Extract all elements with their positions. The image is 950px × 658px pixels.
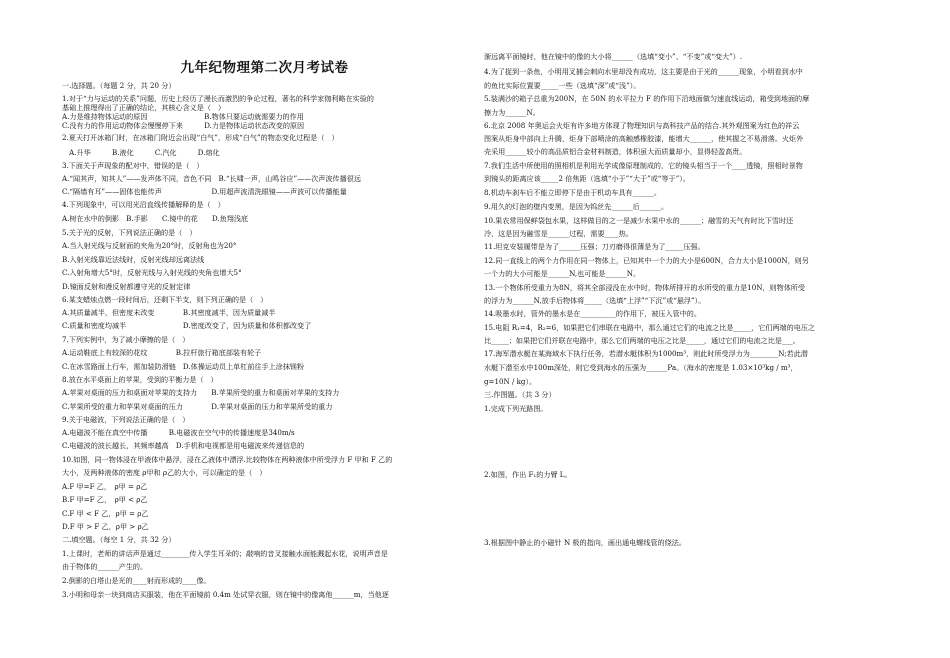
- question-line: 1.上课时，老师的讲话声是通过________传入学生耳朵的；敲响的音叉接触水面能溅起水花，说明声音是: [62, 549, 388, 558]
- question-line: 的鱼比实际位置要_____一些（选填“深”或“浅”）。: [484, 81, 641, 90]
- question-line: 冷，这是因为融雪是______过程，需要____热。: [484, 229, 633, 238]
- option-line: D.镜面反射和漫反射都遵守光的反射定律: [62, 282, 191, 291]
- question-line: 大小，及两种液体的密度 ρ甲和 ρ乙的大小，可以确定的是（ ）: [62, 468, 267, 477]
- question-line: 9.关于电磁波，下列说法正确的是（ ）: [62, 415, 190, 424]
- option-line: C.苹果所受的重力和苹果对桌面的压力 D.苹果对桌面的压力和苹果所受的重力: [62, 402, 333, 411]
- question-line: 6.某支蜡烛点燃一段时间后，还剩下半支，则下列正确的是（ ）: [62, 295, 268, 304]
- option-line: A.电磁波不能在真空中传播 B.电磁波在空气中的传播速度是340m/s: [62, 428, 295, 437]
- section-heading: 一.选择题。（每题 2 分，共 20 分）: [62, 81, 176, 90]
- section-heading: 二.填空题。（每空 1 分，共 32 分）: [62, 535, 176, 544]
- question-line: 2.如图，作出 F₁的力臂 L。: [484, 470, 572, 479]
- option-line: C.没有力的作用运动物体会慢慢停下来 D.力是物体运动状态改变的原因: [62, 121, 305, 130]
- question-line: 5.装满沙的箱子总重为200N，在 50N 的水平拉力 F 的作用下沿地面做匀速直线运动，箱受到地面的摩: [484, 94, 810, 103]
- question-line: 渐远离平面镜时，他在镜中的像的大小将______（选填“变小”、“不变”或“变大”）.: [484, 52, 743, 61]
- question-line: 11.坦克安装履带是为了______压强；刀刃磨得很薄是为了_____压强。: [484, 242, 705, 251]
- question-line: 到镜头的距离应该_____2 倍焦距（选填“小于”“大于”或“等于”）。: [484, 174, 690, 183]
- option-line: C.电磁波的波长越长，其频率越高 D.手机和电视都是用电磁波来传递信息的: [62, 441, 305, 450]
- question-line: 1.完成下列光路图。: [484, 404, 548, 413]
- question-line: 由于物体的______产生的。: [62, 562, 148, 571]
- option-line: C.“隔墙有耳”——固体也能传声 D.用超声波清洗眼镜——声波可以传播能量: [62, 187, 347, 196]
- question-line: 擦力为______N。: [484, 108, 540, 117]
- option-line: A.其质量减半，但密度未改变 B.其密度减半，因为质量减半: [62, 308, 276, 317]
- option-line: A.F 甲=F 乙， ρ甲 = ρ乙: [62, 482, 148, 491]
- option-line: A.升华 B.液化 C.汽化 D.熔化: [62, 148, 220, 157]
- option-line: A.树在水中的倒影 B.手影 C.镜中的花 D.鱼翔浅底: [62, 214, 249, 223]
- question-line: 7.下列实例中，为了减小摩擦的是（ ）: [62, 335, 190, 344]
- question-line: 的浮力为______N,放手后物体将_____（选填“上浮”“下沉”或“悬浮”）。: [484, 296, 706, 305]
- question-line: 一个力的大小可能是______N,也可能是______N。: [484, 269, 641, 278]
- option-line: C.F 甲 < F 乙，ρ甲 = ρ乙: [62, 509, 149, 518]
- section-heading: 三.作图题。（共 3 分）: [484, 390, 556, 399]
- option-line: A.力是维持物体运动的原因 B.物体只要运动就需要力的作用: [62, 112, 304, 121]
- option-line: D.F 甲 > F 乙，ρ甲 > ρ乙: [62, 522, 149, 531]
- option-line: C.在冰雪路面上行车，需加装防滑链 D.体操运动员上单杠前往手上涂抹镁粉: [62, 362, 305, 371]
- question-line: 3.下面关于声现象的配对中，错误的是（ ）: [62, 161, 204, 170]
- question-line: 水艇下潜至水中100m深处，则它受到海水的压强为______Pa。（海水的密度是 1.03×10³kg / m³，: [484, 363, 798, 372]
- question-line: 9.用久的灯泡的壁内变黑，是因为钨丝先______后______。: [484, 202, 669, 211]
- question-line: 7.我们生活中所使用的照相机是利用光学成像原理制成的，它的镜头相当于一个____透镜，照相时景物: [484, 161, 803, 170]
- question-line: 12.同一直线上的两个力作用在同一物体上，已知其中一个力的大小是600N，合力大小是1000N，则另: [484, 256, 809, 265]
- question-line: 17.海军潜水艇在某海域水下执行任务，若潜水艇体积为1000m³，则此时所受浮力为________N;若此潜: [484, 349, 808, 358]
- option-line: A.“闻其声，知其人”——发声体不同，音色不同 B.“长啸一声，山鸣谷应”——次声波传播很远: [62, 174, 361, 183]
- option-line: C.质量和密度均减半 D.密度改变了，因为质量和体积都改变了: [62, 321, 312, 330]
- question-line: 13.一个物体所受重力为8N，将其全部浸没在水中时，物体所排开的水所受的重力是10N，则物体所受: [484, 283, 805, 292]
- option-line: C.入射角增大5°时，反射光线与入射光线的夹角也增大5°: [62, 268, 242, 277]
- question-line: 1.对于“力与运动的关系”问题，历史上经历了漫长而激烈的争论过程，著名的科学家伽利略在实验的: [62, 94, 374, 103]
- question-line: 比_____；如果把它们并联在电路中，那么它们两端的电压之比是_____，通过它们的电流之比是___。: [484, 336, 800, 345]
- question-line: 4.下列现象中，可以用光沿直线传播解释的是（ ）: [62, 200, 225, 209]
- question-line: g=10N / kg）。: [484, 377, 537, 386]
- option-line: B.入射光线靠近法线时，反射光线却远离法线: [62, 255, 205, 264]
- option-line: A.当入射光线与反射面的夹角为20°时，反射角也为20°: [62, 241, 237, 250]
- question-line: 图案从炬身中部向上升腾，炬身下部喷涂的高触感橡胶漆，能增大______，使其握之不易滑落。火炬外: [484, 134, 804, 143]
- question-line: 2.夏天打开冰箱门时，在冰箱门附近会出现“白气”，形成“白气”的物态变化过程是（ ）: [62, 133, 339, 142]
- question-line: 5.关于光的反射，下列说法正确的是（ ）: [62, 228, 197, 237]
- question-line: 8.机动车刹车后不能立即停下是由于机动车具有______。: [484, 188, 662, 197]
- option-line: B.F 甲=F 乙， ρ甲 < ρ乙: [62, 495, 148, 504]
- question-line: 3.根据图中静止的小磁针 N 极的指向，画出通电螺线管的绕法。: [484, 538, 686, 547]
- question-line: 14.吸墨水时，管外的墨水是在__________的作用下，被压入管中的。: [484, 309, 701, 318]
- question-line: 8.放在水平桌面上的苹果，受到的平衡力是（ ）: [62, 375, 218, 384]
- option-line: A.苹果对桌面的压力和桌面对苹果的支持力 B.苹果所受的重力和桌面对苹果的支持力: [62, 388, 340, 397]
- question-line: 基础上推理得出了正确的结论，其核心含义是（ ）: [62, 103, 226, 112]
- question-line: 2.倒影的白塔山是光的____射而形成的____像。: [62, 576, 211, 585]
- page-title: 九年纪物理第二次月考试卷: [180, 60, 349, 76]
- question-line: 6.北京 2008 年奥运会火炬有许多地方体现了物理知识与高科技产品的结合.其外观图案为红色的祥云: [484, 121, 800, 130]
- option-line: A.运动鞋底上有较深的花纹 B.拉杆旅行箱底部装有轮子: [62, 348, 262, 357]
- question-line: 10.果农常用保鲜袋包水果，这样做目的之一是减少水果中水的______；融雪的天气有时比下雪时还: [484, 216, 794, 225]
- question-line: 15.电阻 R₁=4，R₂=6，如果把它们串联在电路中，那么通过它们的电流之比是_____，它们两端的电压之: [484, 323, 816, 332]
- question-line: 壳采用______较小的高品质铝合金材料制造，体积虽大而质量却小，显得轻盈高贵。: [484, 147, 747, 156]
- question-line: 10.如图，同一物体浸在甲液体中悬浮，浸在乙液体中漂浮.比较物体在两种液体中所受浮力 F 甲和 F 乙的: [62, 455, 393, 464]
- question-line: 3.小明和母亲一块到商店买服装，他在平面镜前 0.4m 处试穿衣服，则在镜中的像离他______m，当他逐: [62, 590, 389, 599]
- question-line: 4.为了捉到一条鱼，小明用叉捕会刺向水里却没有成功，这主要是由于光的______现象，小明看到水中: [484, 67, 803, 76]
